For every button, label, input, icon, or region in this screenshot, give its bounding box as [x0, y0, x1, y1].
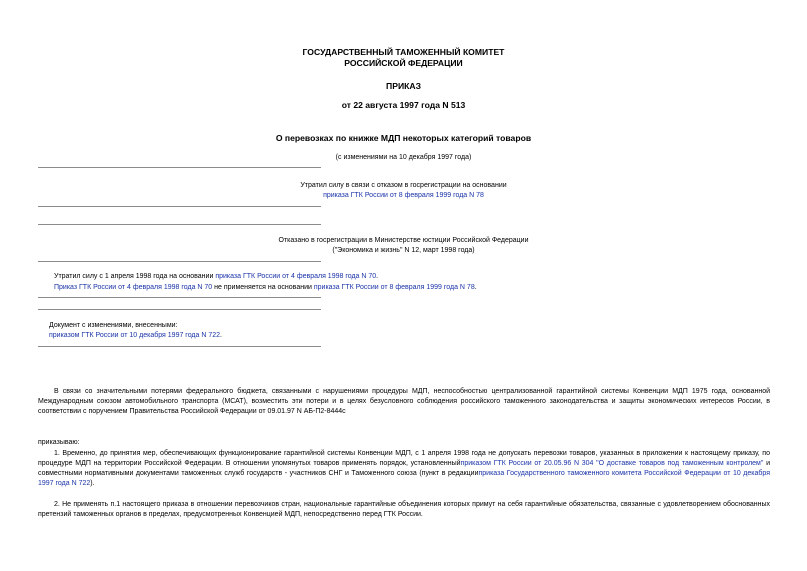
note-text: .: [474, 284, 477, 291]
paragraph-2: 2. Не применять п.1 настоящего приказа в отношении перевозчиков стран, национальные гарантийные объединения которых примут на себя гарантийные обязательства, связанные с удовлетворением обоснованных претензий таможенных органов в пределах, предусмотренных Конвенцией МДП, непосредственно перед ГТК России.: [38, 501, 770, 518]
not-applied-note: [54, 283, 477, 292]
order-70-link[interactable]: приказа ГТК России от 4 февраля 1998 года N 70: [215, 273, 377, 280]
lost-force-text: Утратил силу в связи с отказом в госрегистрации на основании: [300, 182, 507, 189]
lost-force-april-note: [54, 272, 378, 281]
divider: [38, 297, 321, 298]
order-word: приказываю:: [38, 439, 80, 446]
lost-force-link-line: [0, 191, 807, 200]
preamble-paragraph: В связи со значительными потерями федерального бюджета, связанными с нарушениями процедуры МДП, неспособностью централизованной гарантийной системы Конвенции МДП 1975 года, основанной Международным союзом автомобильного транспорта (МСАТ), возместить эти потери и в целях безусловного соблюдения российского таможенного законодательства и защиты экономических интересов России, в соответствии с поручением Правительства Российской Федерации от 09.01.97 N АБ-П2-8444с: [38, 388, 770, 415]
order-304-link[interactable]: приказом ГТК России от 20.05.96 N 304 "О доставке товаров под таможенным контролем": [460, 460, 764, 467]
order-78-link[interactable]: приказа ГТК России от 8 февраля 1999 года N 78: [323, 192, 484, 199]
amended-by-label: Документ с изменениями, внесенными:: [49, 322, 178, 329]
document-date-number: от 22 августа 1997 года N 513: [341, 100, 466, 110]
note-text: Утратил силу с 1 апреля 1998 года на основании: [54, 273, 216, 280]
divider: [38, 206, 321, 207]
amended-by-line: [49, 331, 222, 340]
order-722-link[interactable]: приказом ГТК России от 10 декабря 1997 года N 722: [49, 332, 221, 339]
issuer-country: РОССИЙСКОЙ ФЕДЕРАЦИИ: [344, 58, 463, 68]
order-722-link[interactable]: приказа Государственного таможенного комитета Российской Федерации от 10 декабря 1997 года N 722: [38, 470, 770, 487]
divider: [38, 167, 321, 168]
note-text: .: [376, 273, 379, 280]
divider: [38, 309, 321, 310]
paragraph-text: ).: [90, 480, 95, 487]
paragraph-text: 1. Временно, до принятия мер, обеспечивающих функционирование гарантийной системы Конвенции МДП, с 1 апреля 1998 года не допускать перевозки товаров, указанных в приложении к настоящему приказу, по процедуре МДП на территории Российской Федерации. В отношении упомянутых товаров применять порядок, установленный: [38, 450, 770, 467]
paragraph-text: и совместными нормативными документами таможенных служб государств - участников СНГ и Таможенного союза (пункт в редакции: [38, 460, 770, 477]
divider: [38, 224, 321, 225]
document-type: ПРИКАЗ: [386, 81, 421, 91]
issuer-name: ГОСУДАРСТВЕННЫЙ ТАМОЖЕННЫЙ КОМИТЕТ: [302, 47, 505, 57]
paragraph-1: [38, 449, 770, 489]
document-title: О перевозках по книжке МДП некоторых категорий товаров: [275, 133, 532, 143]
note-text: .: [220, 332, 222, 339]
divider: [38, 346, 321, 347]
lost-force-note: [0, 181, 807, 190]
order-78-link[interactable]: приказа ГТК России от 8 февраля 1999 года N 78: [313, 284, 475, 291]
registration-refused-source: ("Экономика и жизнь" N 12, март 1998 года): [332, 247, 475, 254]
divider: [38, 261, 321, 262]
registration-refused-note: Отказано в госрегистрации в Министерстве юстиции Российской Федерации: [278, 237, 529, 244]
note-text: не применяется на основании: [212, 284, 314, 291]
amendment-note: (с изменениями на 10 декабря 1997 года): [335, 154, 472, 161]
order-70-link[interactable]: Приказ ГТК России от 4 февраля 1998 года N 70: [54, 284, 213, 291]
